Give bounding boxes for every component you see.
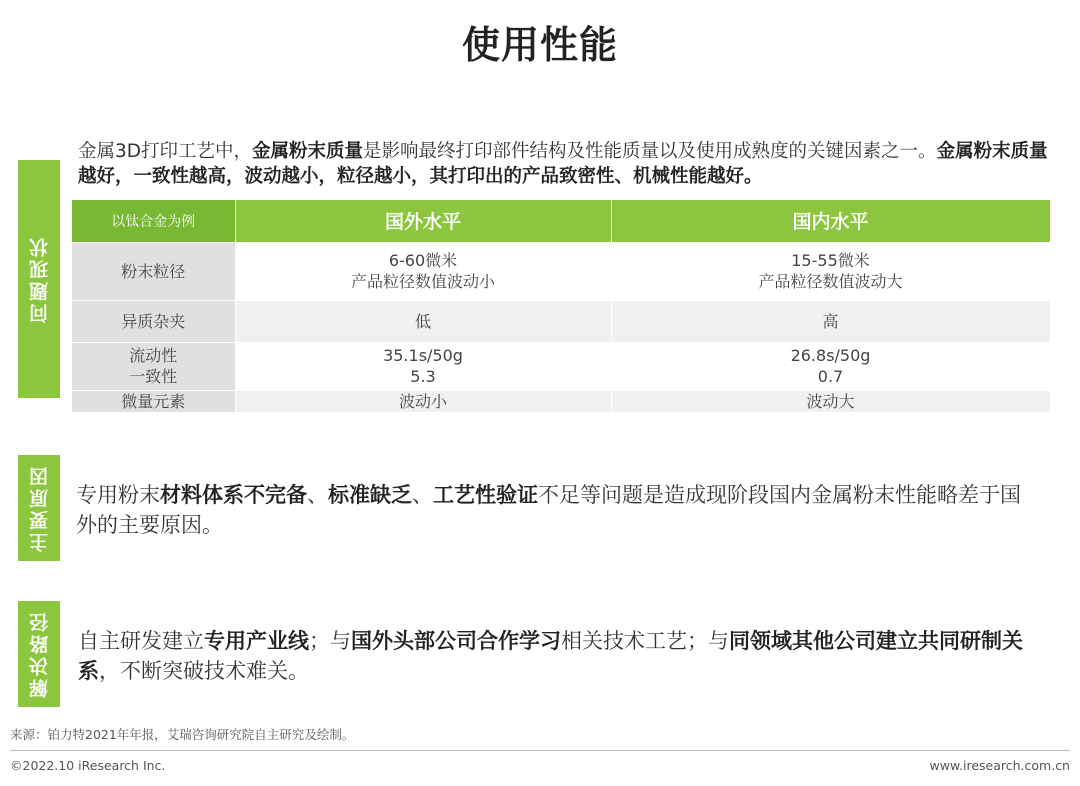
cause-text-4: 不足等问题是造成现阶段国内金属粉末性能略差于国外的主要原因。 — [76, 483, 1021, 537]
table-row — [72, 342, 1050, 390]
website-link[interactable]: www.iresearch.com.cn — [929, 758, 1070, 773]
domestic-cell: 15-55微米 产品粒径数值波动大 — [611, 242, 1050, 300]
tag-solution — [18, 601, 60, 707]
table-header-domestic: 国内水平 — [611, 200, 1050, 242]
intro-paragraph — [78, 139, 1048, 189]
foreign-cell: 波动小 — [235, 390, 611, 412]
copyright: ©2022.10 iResearch Inc. — [10, 758, 166, 773]
intro-bold-2: 金属粉末质量越好，一致性越高，波动越小，粒径越小，其打印出的产品致密性、机械性能越好。 — [78, 141, 1048, 187]
intro-text-2: 是影响最终打印部件结构及性能质量以及使用成熟度的关键因素之一。 — [363, 141, 937, 162]
cause-text-2: 、 — [307, 483, 328, 507]
table-header-row — [72, 200, 1050, 242]
tag-cause-label: 主要原因 — [28, 464, 51, 552]
intro-bold-1: 金属粉末质量 — [252, 141, 364, 162]
cause-bold-3: 工艺性验证 — [433, 483, 538, 507]
domestic-cell: 26.8s/50g 0.7 — [611, 342, 1050, 390]
solution-bold-3: 同领域其他公司建立共同研制关系 — [78, 629, 1023, 683]
foreign-cell: 6-60微米 产品粒径数值波动小 — [235, 242, 611, 300]
table-row — [72, 242, 1050, 300]
domestic-cell: 波动大 — [611, 390, 1050, 412]
tag-status — [18, 160, 60, 398]
solution-paragraph — [78, 626, 1044, 686]
solution-bold-1: 专用产业线 — [204, 629, 309, 653]
tag-solution-label: 解决路径 — [28, 610, 51, 698]
row-label: 流动性 一致性 — [72, 342, 235, 390]
intro-text-1: 金属3D打印工艺中， — [78, 141, 253, 162]
table-row — [72, 300, 1050, 342]
row-label: 微量元素 — [72, 390, 235, 412]
table-corner-header: 以钛合金为例 — [72, 200, 235, 242]
foreign-cell: 低 — [235, 300, 611, 342]
row-label: 异质杂夹 — [72, 300, 235, 342]
cause-text-1: 专用粉末 — [76, 483, 160, 507]
cause-bold-2: 标准缺乏 — [328, 483, 412, 507]
solution-text-1: 自主研发建立 — [78, 629, 204, 653]
domestic-cell: 高 — [611, 300, 1050, 342]
tag-status-label: 问题现状 — [28, 235, 51, 323]
cause-text-3: 、 — [412, 483, 433, 507]
table-row — [72, 390, 1050, 412]
source-note: 来源：铂力特2021年年报，艾瑞咨询研究院自主研究及绘制。 — [10, 727, 355, 742]
row-label: 粉末粒径 — [72, 242, 235, 300]
page-title: 使用性能 — [461, 23, 618, 67]
solution-text-2: ；与 — [309, 629, 351, 653]
comparison-table — [72, 200, 1051, 412]
cause-bold-1: 材料体系不完备 — [160, 483, 307, 507]
table-header-foreign: 国外水平 — [235, 200, 611, 242]
solution-text-4: ，不断突破技术难关。 — [99, 659, 309, 683]
cause-paragraph — [76, 480, 1036, 540]
foreign-cell: 35.1s/50g 5.3 — [235, 342, 611, 390]
solution-text-3: 相关技术工艺；与 — [561, 629, 729, 653]
solution-bold-2: 国外头部公司合作学习 — [351, 629, 561, 653]
footer-divider — [10, 750, 1070, 751]
tag-cause — [18, 455, 60, 561]
